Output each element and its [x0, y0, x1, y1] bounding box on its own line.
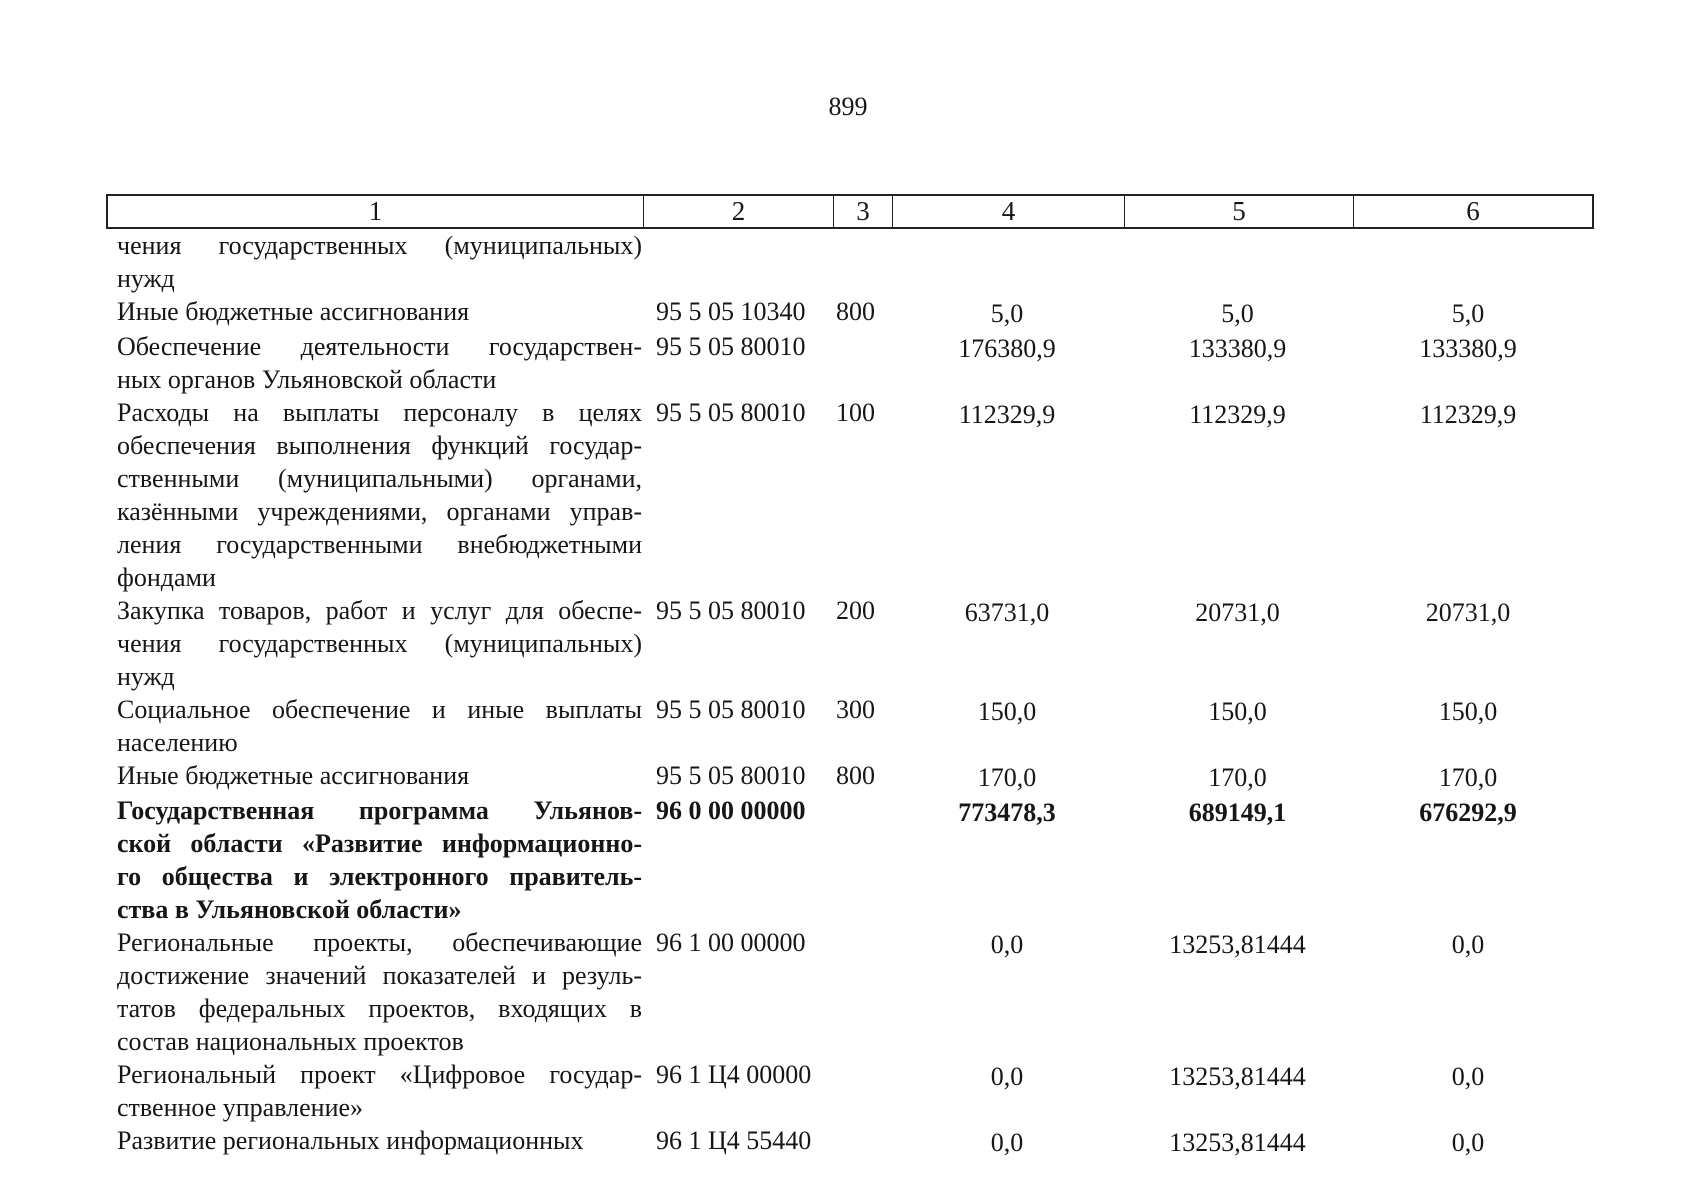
row-value-col6: 0,0: [1451, 930, 1485, 959]
table-header: [106, 194, 1594, 229]
description-line: ской области «Развитие информационно-: [117, 829, 642, 858]
row-value-col5: 150,0: [1208, 697, 1267, 726]
table-row: [106, 693, 1594, 759]
row-value-col4: 0,0: [990, 930, 1024, 959]
description-line: достижение значений показателей и резуль-: [117, 961, 642, 990]
row-value-col5: 13253,81444: [1169, 930, 1306, 959]
header-col-6: 6: [1466, 196, 1480, 226]
row-value-col4: 150,0: [977, 697, 1037, 726]
description-line: ственное управление»: [117, 1093, 364, 1122]
row-value-col5: 13253,81444: [1169, 1128, 1306, 1157]
description-line: Расходы на выплаты персоналу в целях: [117, 398, 642, 427]
row-code: 95 5 05 10340: [656, 297, 806, 326]
description-line: чения государственных (муниципальных): [117, 231, 642, 260]
row-value-col6: 0,0: [1451, 1062, 1485, 1091]
row-code: 96 0 00 00000: [656, 796, 806, 825]
table-row: [106, 926, 1594, 1058]
row-value-col5: 112329,9: [1189, 400, 1286, 429]
row-value-col4: 170,0: [977, 763, 1037, 792]
table-row: [106, 794, 1594, 926]
row-description: [106, 693, 642, 759]
row-description: [106, 926, 642, 1058]
row-description: [106, 330, 642, 396]
row-value-col4: [891, 229, 1123, 231]
table-row: [106, 1058, 1594, 1124]
description-line: обеспечения выполнения функций государ-: [117, 431, 642, 460]
row-description: [106, 794, 642, 926]
row-description: [106, 1058, 642, 1124]
row-code: 95 5 05 80010: [656, 695, 806, 724]
row-code: 96 1 Ц4 55440: [656, 1126, 812, 1155]
row-value-col6: 676292,9: [1419, 798, 1517, 827]
row-value-col4: 0,0: [990, 1128, 1024, 1157]
description-line: татов федеральных проектов, входящих в: [117, 994, 642, 1023]
header-col-3: 3: [834, 196, 893, 227]
row-code: 96 1 00 00000: [656, 928, 806, 957]
row-code: 95 5 05 80010: [656, 596, 806, 625]
description-line: Государственная программа Ульянов-: [117, 796, 642, 825]
header-col-1: 1: [108, 196, 644, 227]
row-value-col4: 773478,3: [958, 798, 1056, 827]
description-line: нужд: [117, 264, 175, 293]
row-value-col4: 112329,9: [958, 400, 1056, 429]
row-expense-type: 800: [836, 761, 875, 790]
row-description: [106, 396, 642, 594]
description-line: ства в Ульяновской области»: [117, 895, 462, 924]
row-value-col6: 112329,9: [1419, 400, 1517, 429]
table-row: [106, 396, 1594, 594]
table-row: [106, 594, 1594, 693]
row-value-col6: 5,0: [1451, 299, 1485, 328]
row-description: [106, 594, 642, 693]
description-line: ственными (муниципальными) органами,: [117, 464, 642, 493]
description-line: Развитие региональных информационных: [117, 1126, 584, 1155]
row-description: [106, 295, 642, 328]
row-description: [106, 759, 642, 792]
row-value-col5: 13253,81444: [1169, 1062, 1306, 1091]
description-line: Региональный проект «Цифровое государ-: [117, 1060, 642, 1089]
row-value-col6: 20731,0: [1425, 598, 1511, 627]
row-expense-type: 100: [836, 398, 875, 427]
row-value-col5: 689149,1: [1188, 798, 1287, 827]
description-line: го общества и электронного правитель-: [117, 862, 642, 891]
row-description: [106, 1124, 642, 1157]
description-line: состав национальных проектов: [117, 1027, 464, 1056]
table-body: [106, 229, 1594, 1159]
row-value-col5: 5,0: [1221, 299, 1254, 328]
row-expense-type: 300: [836, 695, 875, 724]
row-value-col6: 150,0: [1438, 697, 1498, 726]
description-line: нужд: [117, 662, 175, 691]
description-line: ления государственными внебюджетными: [117, 530, 642, 559]
header-col-4: 4: [893, 196, 1125, 227]
description-line: Закупка товаров, работ и услуг для обеспе-: [117, 596, 642, 625]
row-code: 96 1 Ц4 00000: [656, 1060, 812, 1089]
row-value-col4: 0,0: [990, 1062, 1024, 1091]
table-row: [106, 330, 1594, 396]
row-code: 95 5 05 80010: [656, 761, 806, 790]
row-expense-type: 200: [836, 596, 875, 625]
row-value-col5: 133380,9: [1188, 334, 1287, 363]
row-value-col6: 170,0: [1438, 763, 1498, 792]
header-col-2: 2: [644, 196, 834, 227]
row-description: [106, 229, 642, 295]
description-line: Региональные проекты, обеспечивающие: [117, 928, 642, 957]
table-row: [106, 1124, 1594, 1159]
row-value-col5: 20731,0: [1195, 598, 1280, 627]
description-line: чения государственных (муниципальных): [117, 629, 642, 658]
row-value-col6: 133380,9: [1419, 334, 1517, 363]
description-line: Иные бюджетные ассигнования: [117, 297, 470, 326]
row-code: 95 5 05 80010: [656, 332, 806, 361]
table-row: [106, 759, 1594, 794]
page-number: 899: [828, 92, 868, 121]
description-line: ных органов Ульяновской области: [117, 365, 497, 394]
row-code: 95 5 05 80010: [656, 398, 806, 427]
table-row: [106, 295, 1594, 330]
row-expense-type: 800: [836, 297, 875, 326]
row-value-col4: 176380,9: [958, 334, 1056, 363]
description-line: Иные бюджетные ассигнования: [117, 761, 470, 790]
description-line: фондами: [117, 563, 216, 592]
row-value-col6: [1352, 229, 1584, 231]
header-col-5: 5: [1125, 196, 1354, 227]
description-line: Социальное обеспечение и иные выплаты: [117, 695, 642, 724]
row-value-col5: 170,0: [1208, 763, 1267, 792]
row-value-col4: 5,0: [990, 299, 1024, 328]
row-value-col4: 63731,0: [964, 598, 1050, 627]
row-value-col5: [1123, 229, 1352, 231]
row-value-col6: 0,0: [1451, 1128, 1485, 1157]
description-line: казёнными учреждениями, органами управ-: [117, 497, 642, 526]
description-line: Обеспечение деятельности государствен-: [117, 332, 642, 361]
description-line: населению: [117, 728, 238, 757]
table-row: [106, 229, 1594, 295]
